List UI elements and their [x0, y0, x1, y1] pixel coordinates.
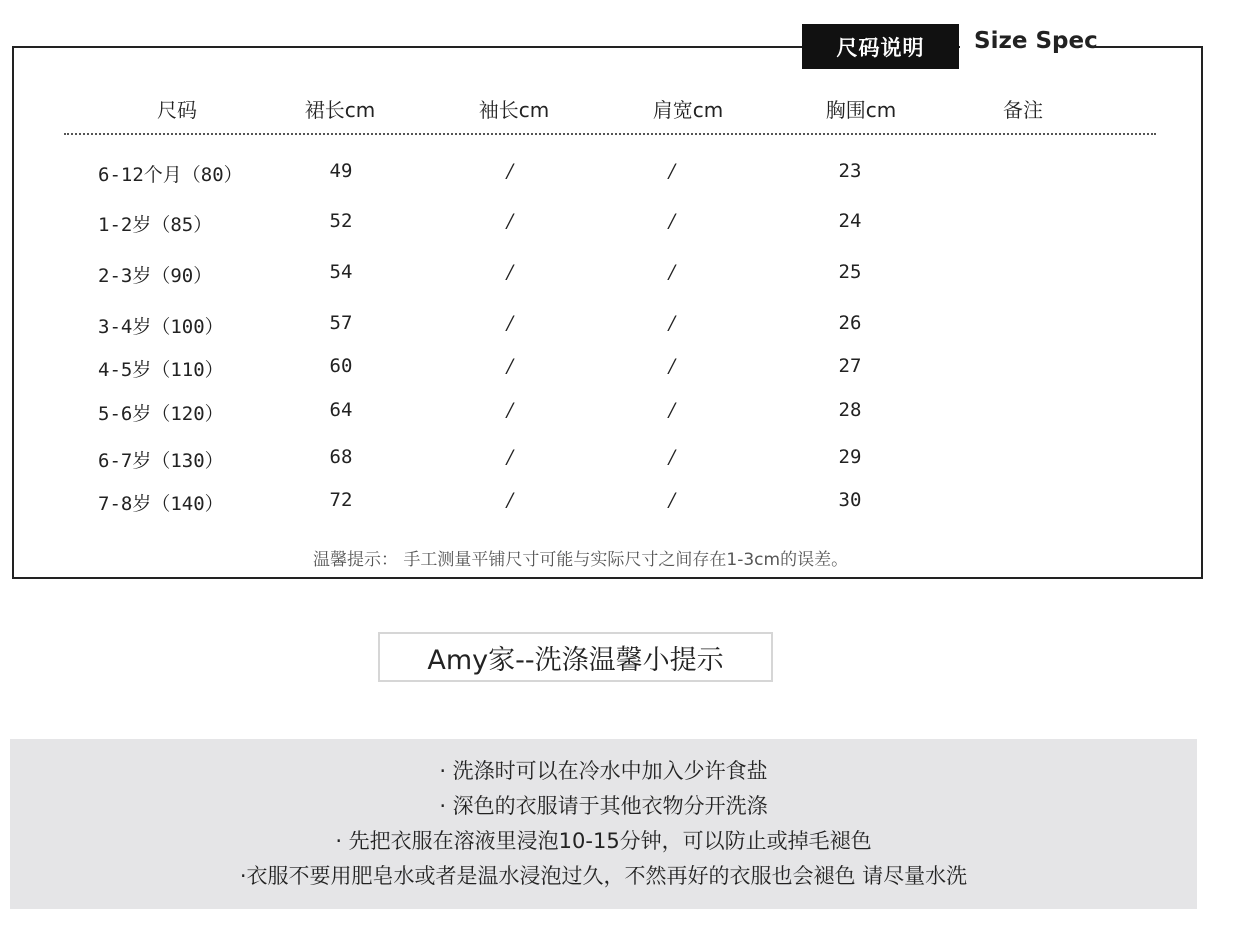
- chest-cell: 23: [838, 160, 862, 182]
- size-chart-title-cn: 尺码说明: [802, 24, 959, 69]
- length-cell: 72: [329, 489, 353, 511]
- shoulder-cell: /: [668, 261, 676, 283]
- length-cell: 54: [329, 261, 353, 283]
- sleeve-cell: /: [506, 261, 514, 283]
- size-chart-title-en: Size Spec: [974, 28, 1098, 54]
- column-header-shoulder: 肩宽cm: [652, 98, 724, 122]
- length-cell: 68: [329, 446, 353, 468]
- shoulder-cell: /: [668, 355, 676, 377]
- wash-tip-item: ·衣服不要用肥皂水或者是温水浸泡过久，不然再好的衣服也会褪色 请尽量水洗: [239, 864, 968, 888]
- size-cell: 6-12个月（80）: [98, 164, 243, 186]
- sleeve-cell: /: [506, 489, 514, 511]
- wash-tips-heading: Amy家--洗涤温馨小提示: [378, 632, 773, 682]
- column-header-chest: 胸围cm: [825, 98, 897, 122]
- size-cell: 1-2岁（85）: [98, 214, 213, 236]
- shoulder-cell: /: [668, 210, 676, 232]
- length-cell: 60: [329, 355, 353, 377]
- sleeve-cell: /: [506, 355, 514, 377]
- size-cell: 3-4岁（100）: [98, 316, 224, 338]
- length-cell: 49: [329, 160, 353, 182]
- sleeve-cell: /: [506, 399, 514, 421]
- sleeve-cell: /: [506, 446, 514, 468]
- column-header-note: 备注: [1003, 98, 1043, 122]
- shoulder-cell: /: [668, 312, 676, 334]
- shoulder-cell: /: [668, 160, 676, 182]
- chest-cell: 29: [838, 446, 862, 468]
- length-cell: 57: [329, 312, 353, 334]
- column-header-size: 尺码: [157, 98, 197, 122]
- wash-tips-panel: [10, 739, 1197, 909]
- size-cell: 7-8岁（140）: [98, 493, 224, 515]
- chest-cell: 27: [838, 355, 862, 377]
- chest-cell: 28: [838, 399, 862, 421]
- size-cell: 6-7岁（130）: [98, 450, 224, 472]
- length-cell: 64: [329, 399, 353, 421]
- chest-cell: 25: [838, 261, 862, 283]
- sleeve-cell: /: [506, 312, 514, 334]
- measurement-tip: 温馨提示： 手工测量平铺尺寸可能与实际尺寸之间存在1-3cm的误差。: [313, 550, 849, 570]
- chest-cell: 24: [838, 210, 862, 232]
- size-cell: 2-3岁（90）: [98, 265, 213, 287]
- size-cell: 4-5岁（110）: [98, 359, 224, 381]
- size-cell: 5-6岁（120）: [98, 403, 224, 425]
- shoulder-cell: /: [668, 399, 676, 421]
- column-header-length: 裙长cm: [304, 98, 376, 122]
- wash-tip-item: · 深色的衣服请于其他衣物分开洗涤: [439, 794, 768, 818]
- chest-cell: 30: [838, 489, 862, 511]
- header-divider: [64, 133, 1156, 135]
- wash-tip-item: · 先把衣服在溶液里浸泡10-15分钟，可以防止或掉毛褪色: [335, 829, 872, 853]
- shoulder-cell: /: [668, 489, 676, 511]
- wash-tip-item: · 洗涤时可以在冷水中加入少许食盐: [439, 759, 768, 783]
- shoulder-cell: /: [668, 446, 676, 468]
- length-cell: 52: [329, 210, 353, 232]
- column-header-sleeve: 袖长cm: [478, 98, 550, 122]
- sleeve-cell: /: [506, 160, 514, 182]
- chest-cell: 26: [838, 312, 862, 334]
- sleeve-cell: /: [506, 210, 514, 232]
